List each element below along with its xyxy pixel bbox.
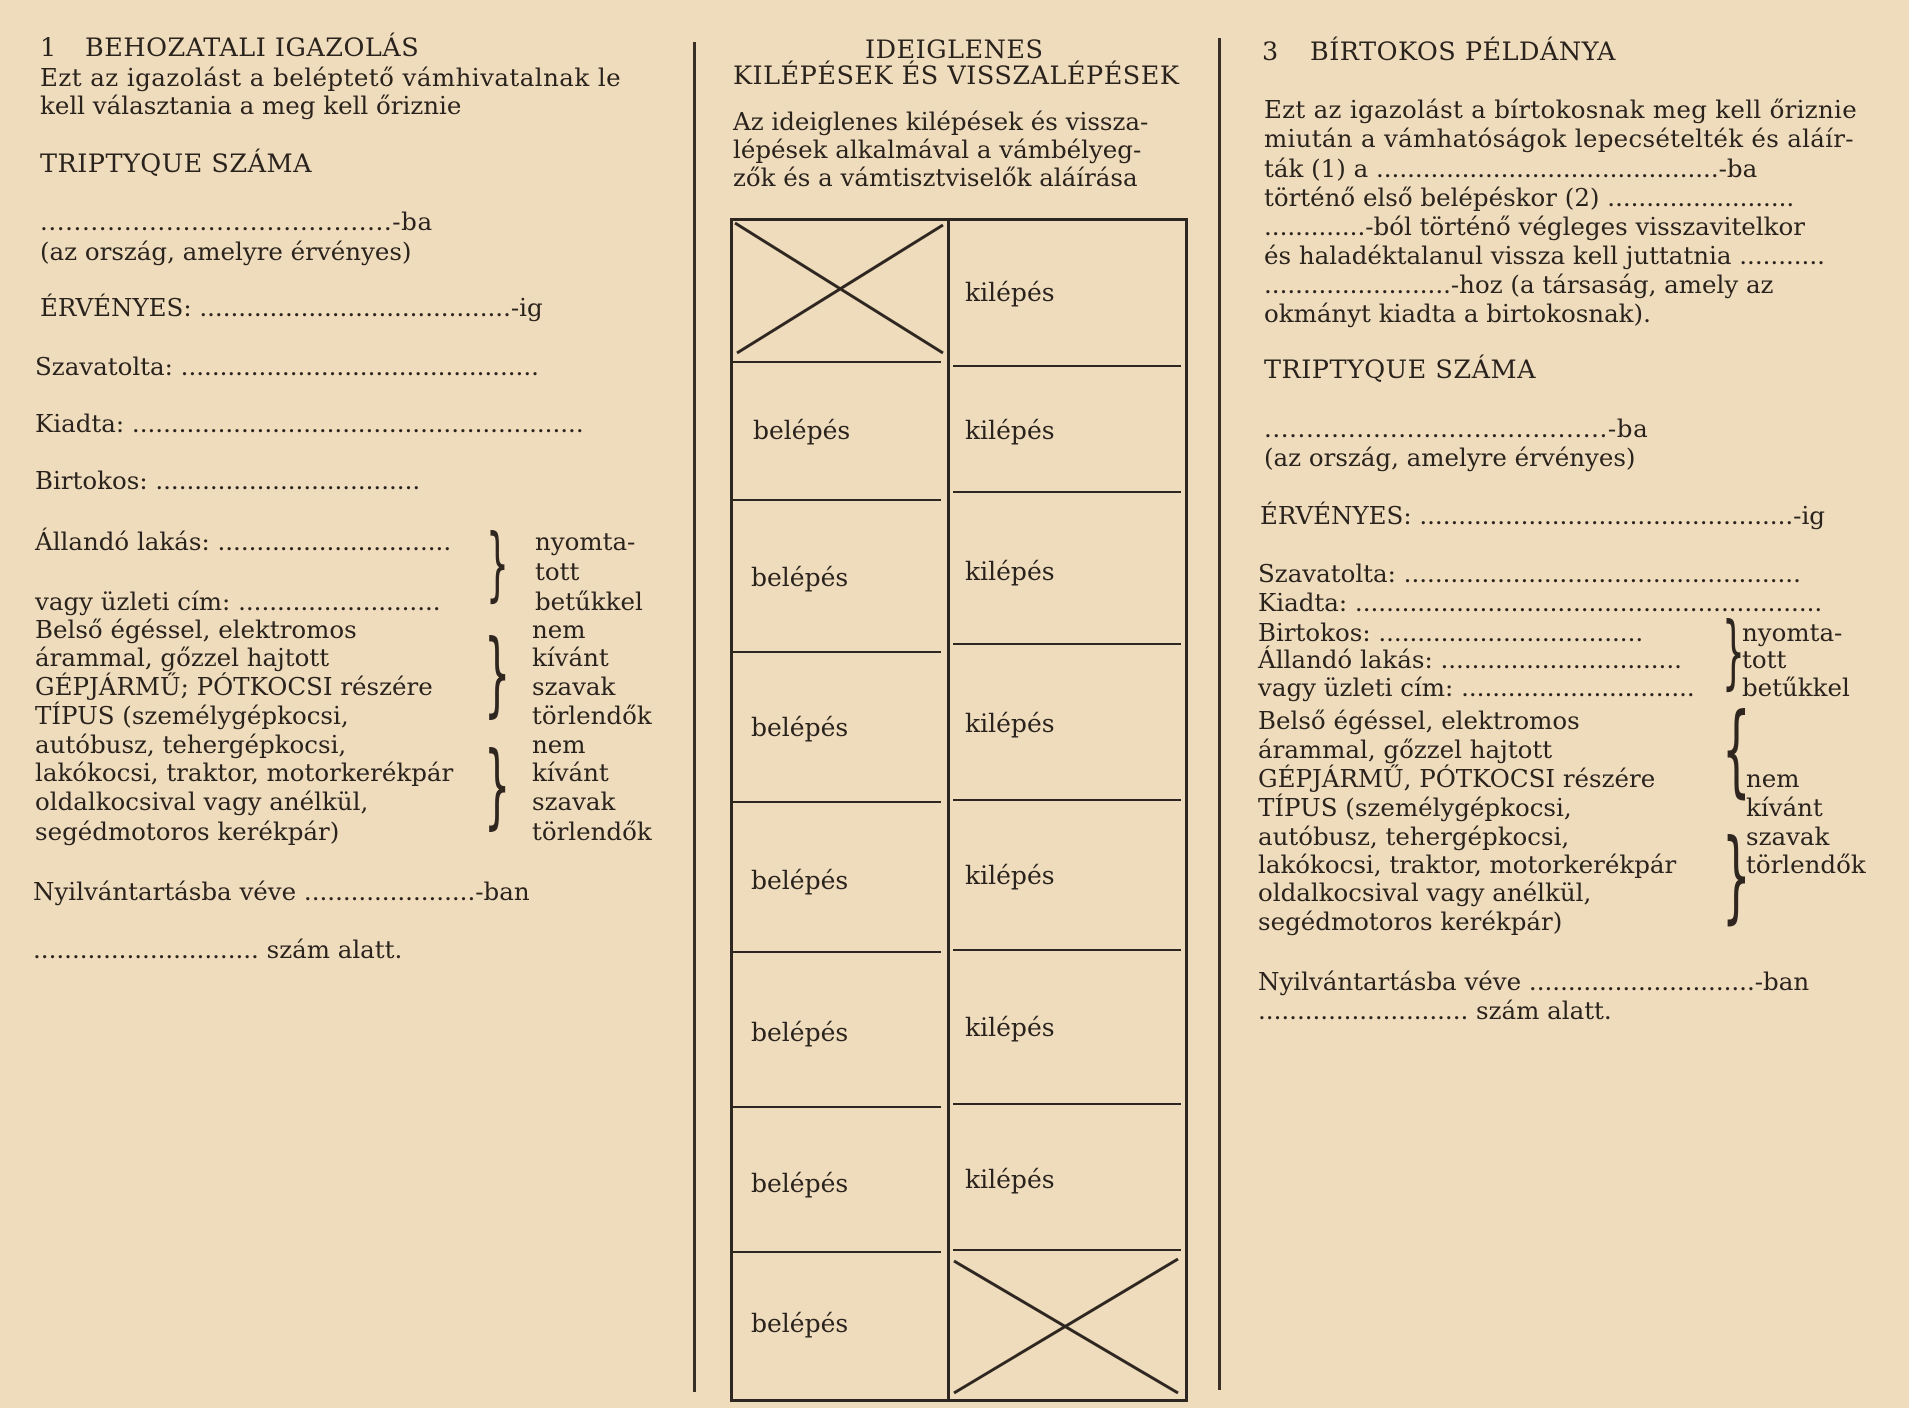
row-line (733, 499, 941, 501)
row-line (733, 361, 941, 363)
exit-cell[interactable]: kilépés (965, 278, 1055, 307)
note-line: kívánt (1746, 793, 1823, 822)
note-line: törlendők (532, 701, 652, 730)
country-note: (az ország, amelyre érvényes) (1264, 443, 1636, 472)
registration-field[interactable]: Nyilvántartásba véve ......................-ban (33, 877, 530, 906)
crossed-cell (950, 1255, 1182, 1397)
intro-line: zők és a vámtisztviselők aláírása (733, 163, 1138, 192)
exit-cell[interactable]: kilépés (965, 1165, 1055, 1194)
triptyque-label: TRIPTYQUE SZÁMA (1264, 355, 1537, 385)
vehicle-line: Belső égéssel, elektromos (1258, 706, 1580, 735)
vehicle-line: árammal, gőzzel hajtott (1258, 735, 1553, 764)
note-line: nem (1746, 764, 1800, 793)
row-line (953, 643, 1181, 645)
crossed-cell (733, 221, 945, 361)
section-number: 1 (40, 33, 57, 63)
row-line (953, 491, 1181, 493)
section-title: IDEIGLENES (865, 35, 1044, 65)
business-address-field[interactable]: vagy üzleti cím: .......................... (35, 587, 441, 616)
exit-cell[interactable]: kilépés (965, 416, 1055, 445)
vehicle-line: segédmotoros kerékpár) (1258, 907, 1563, 936)
country-field[interactable]: .........................................-ba (1264, 414, 1649, 443)
text-line: miután a vámhatóságok lepecsételték és aláír- (1264, 124, 1854, 153)
note-line: szavak (532, 672, 616, 701)
section-title: KILÉPÉSEK ÉS VISSZALÉPÉSEK (733, 61, 1180, 91)
vehicle-line: lakókocsi, traktor, motorkerékpár (35, 758, 454, 787)
row-line (733, 1251, 941, 1253)
note-line: tott (535, 557, 580, 586)
exit-cell[interactable]: kilépés (965, 1013, 1055, 1042)
vehicle-line: GÉPJÁRMŰ; PÓTKOCSI részére (35, 672, 433, 701)
vehicle-line: Belső égéssel, elektromos (35, 615, 357, 644)
text-line: .............-ból történő végleges visszavitelkor (1264, 212, 1805, 241)
brace: } (1722, 817, 1751, 934)
vehicle-line: lakókocsi, traktor, motorkerékpár (1258, 850, 1677, 879)
entry-cell[interactable]: belépés (753, 416, 851, 445)
separator-left (693, 42, 696, 1392)
brace: { (1722, 691, 1751, 808)
number-field[interactable]: ........................... szám alatt. (1258, 996, 1612, 1025)
intro-line: lépések alkalmával a vámbélyeg- (733, 135, 1142, 164)
vehicle-line: TÍPUS (személygépkocsi, (35, 701, 349, 730)
note-line: kívánt (532, 758, 609, 787)
valid-field[interactable]: ÉRVÉNYES: ........................................-ig (40, 293, 543, 322)
vehicle-line: autóbusz, tehergépkocsi, (1258, 822, 1570, 851)
row-line (733, 951, 941, 953)
entry-cell[interactable]: belépés (751, 713, 849, 742)
row-line (953, 799, 1181, 801)
note-line: betűkkel (535, 587, 643, 616)
row-line (953, 1103, 1181, 1105)
stamp-grid (730, 218, 1188, 1402)
vehicle-line: GÉPJÁRMŰ, PÓTKOCSI részére (1258, 764, 1656, 793)
row-line (733, 651, 941, 653)
country-field[interactable]: ..........................................-ba (40, 207, 433, 236)
note-line: kívánt (532, 643, 609, 672)
row-line (733, 801, 941, 803)
row-line (953, 365, 1181, 367)
row-line (953, 949, 1181, 951)
number-field[interactable]: ............................. szám alatt. (33, 935, 403, 964)
valid-field[interactable]: ÉRVÉNYES: ................................................-ig (1260, 501, 1825, 530)
text-line: történő első belépéskor (2) ........................ (1264, 183, 1795, 212)
vehicle-line: segédmotoros kerékpár) (35, 817, 340, 846)
text-line: ........................-hoz (a társaság, amely az (1264, 270, 1774, 299)
entry-cell[interactable]: belépés (751, 1309, 849, 1338)
entry-cell[interactable]: belépés (751, 1018, 849, 1047)
registration-field[interactable]: Nyilvántartásba véve .............................-ban (1258, 967, 1810, 996)
text-line: okmányt kiadta a birtokosnak). (1264, 299, 1651, 328)
text-line: és haladéktalanul vissza kell juttatnia ........... (1264, 241, 1825, 270)
intro-line: kell választania a meg kell őriznie (40, 91, 462, 120)
vehicle-line: oldalkocsival vagy anélkül, (1258, 878, 1592, 907)
note-line: tott (1742, 645, 1787, 674)
residence-field[interactable]: Állandó lakás: .............................. (35, 527, 452, 556)
brace: } (486, 517, 509, 610)
brace: } (1722, 605, 1745, 698)
exit-cell[interactable]: kilépés (965, 861, 1055, 890)
note-line: nyomta- (535, 527, 636, 556)
note-line: szavak (532, 787, 616, 816)
section-title: BÍRTOKOS PÉLDÁNYA (1310, 37, 1616, 67)
guarantor-field[interactable]: Szavatolta: .............................................. (35, 352, 539, 381)
entry-cell[interactable]: belépés (751, 1169, 849, 1198)
entry-cell[interactable]: belépés (751, 563, 849, 592)
note-line: betűkkel (1742, 673, 1850, 702)
vehicle-line: árammal, gőzzel hajtott (35, 643, 330, 672)
exit-cell[interactable]: kilépés (965, 557, 1055, 586)
note-line: nem (532, 730, 586, 759)
note-line: nem (532, 615, 586, 644)
row-line (953, 1249, 1181, 1251)
section-title: BEHOZATALI IGAZOLÁS (85, 33, 420, 63)
country-note: (az ország, amelyre érvényes) (40, 237, 412, 266)
triptyque-label: TRIPTYQUE SZÁMA (40, 149, 313, 179)
issuer-field[interactable]: Kiadta: .......................................................... (35, 409, 584, 438)
holder-field[interactable]: Birtokos: .................................. (1258, 618, 1644, 647)
intro-line: Ezt az igazolást a beléptető vámhivatalnak le (40, 63, 622, 92)
note-line: nyomta- (1742, 618, 1843, 647)
intro-line: Az ideiglenes kilépések és vissza- (733, 107, 1149, 136)
note-line: törlendők (532, 817, 652, 846)
holder-field[interactable]: Birtokos: .................................. (35, 466, 421, 495)
separator-right (1218, 38, 1221, 1390)
residence-field[interactable]: Állandó lakás: ............................... (1258, 645, 1682, 674)
note-line: törlendők (1746, 850, 1866, 879)
brace: } (484, 732, 511, 839)
business-address-field[interactable]: vagy üzleti cím: .............................. (1258, 673, 1695, 702)
vehicle-line: autóbusz, tehergépkocsi, (35, 730, 347, 759)
vehicle-line: oldalkocsival vagy anélkül, (35, 787, 369, 816)
entry-cell[interactable]: belépés (751, 866, 849, 895)
guarantor-field[interactable]: Szavatolta: ................................................... (1258, 559, 1801, 588)
vehicle-line: TÍPUS (személygépkocsi, (1258, 793, 1572, 822)
note-line: szavak (1746, 822, 1830, 851)
brace: } (484, 620, 511, 727)
grid-divider (947, 221, 950, 1399)
section-number: 3 (1262, 37, 1279, 67)
exit-cell[interactable]: kilépés (965, 709, 1055, 738)
issuer-field[interactable]: Kiadta: ............................................................ (1258, 588, 1823, 617)
text-line: Ezt az igazolást a bírtokosnak meg kell őriznie (1264, 95, 1857, 124)
text-line: ták (1) a ............................................-ba (1264, 154, 1758, 183)
row-line (733, 1106, 941, 1108)
